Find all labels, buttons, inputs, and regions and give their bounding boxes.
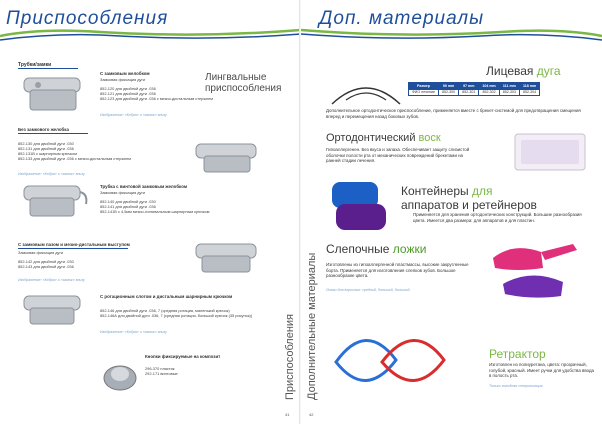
product-line: 852-146А для двойной дуги .036, 7 (средняя ротация, большой крючок (35 рисунок)) — [100, 313, 253, 318]
section-heading: Кнопки фиксируемые на композит — [145, 354, 221, 359]
note: Изображение: «Кобра» и «замок» внизу — [100, 113, 167, 117]
trays-desc: Изготовлены из гипоаллергенной пластмассы, высокие закругленные борта. Применяется для изготовления слепков зубов. Большое разнообразие цвета. — [326, 262, 469, 279]
table-header — [409, 83, 540, 90]
note: Изображение: «Кобра» и «замок» внизу — [100, 330, 167, 334]
product-line: 852-121 для двойной дуги .036 — [100, 91, 156, 96]
table-cell: 852-304 — [519, 89, 539, 96]
table-cell: Размер — [409, 83, 439, 90]
product-line: 852-140 для двойной дуги .030 — [100, 199, 156, 204]
section-heading: Трубка с винтовой замковым желобком — [100, 184, 188, 189]
tube-lock-image — [20, 72, 92, 116]
page-number: 42 — [309, 412, 314, 417]
table-cell: 90 mm — [438, 83, 458, 90]
page-title: Приспособления — [6, 8, 169, 29]
containers-title-c: аппаратов и ретейнеров — [401, 198, 537, 212]
rotation-tube-image — [20, 290, 90, 330]
table-cell: 118 mm — [519, 83, 539, 90]
screw-tube-image — [20, 180, 90, 222]
face-arc-title-a: Лицевая — [486, 64, 534, 78]
section-heading: С замковым пазом и мезио-дистальным выступом — [18, 242, 130, 247]
retractor-note: Только холодная стерилизация — [489, 384, 543, 388]
table-cell: 852-302 — [479, 89, 499, 96]
lock-text: Замковая фиксация дуги — [100, 77, 146, 82]
note: Изображение: «Кобра» и «замок» внизу — [18, 172, 85, 176]
product-line: 296-370 пластик — [145, 366, 175, 371]
product-line: 852-141 для двойной дуги .036 — [100, 204, 156, 209]
table-cell: 111 mm — [499, 83, 519, 90]
table-cell: 97 mm — [459, 83, 479, 90]
section-heading: С ротационным слотом и дистальным шарнирным крючком — [100, 294, 233, 299]
containers-desc: Применяется для хранения ортодонтических конструкций. Большие разнообразия цвета. Имеется два размера: для аппаратов и для пластин. — [413, 212, 582, 223]
table-cell: 852-301 — [459, 89, 479, 96]
tube-image — [190, 138, 270, 176]
product-line: 852-141В с 4,5мм мезио-гингивальным шарнирным крючком — [100, 209, 210, 214]
table-cell: 104 mm — [479, 83, 499, 90]
lingual-heading — [205, 72, 281, 94]
divider — [18, 68, 78, 69]
product-line: 852-120 для двойной дуги .036 — [100, 86, 156, 91]
containers-title — [401, 184, 537, 212]
right-page — [301, 0, 602, 424]
lingual-line-2: приспособления — [205, 83, 282, 94]
page-title: Доп. материалы — [319, 8, 485, 29]
product-line: 852-143 для двойной дуги .036 — [18, 264, 74, 269]
mesial-tube-image — [190, 236, 270, 278]
retractor-desc: Изготовлен из полиуретана, цвета: прозрачный, голубой, красный. Имеет ручки для удобства ввода в полость рта. — [489, 362, 594, 379]
section-subheading: С замковым желобком — [100, 71, 150, 76]
lock-text: Замковая фиксация дуги — [18, 250, 64, 255]
vertical-title: Приспособления — [284, 313, 296, 400]
containers-image — [326, 178, 394, 236]
face-arc-desc: Дополнительное ортодонтическое приспособление, применяется вместе с брекет-системой для предотвращения смещения вперед и перемещения назад боковых зубов. — [326, 108, 581, 119]
lingual-line-1: Лингвальные — [205, 72, 267, 83]
product-line: 852-130 для двойной дуги .030 — [18, 141, 74, 146]
face-arc-title-b: дуга — [536, 64, 561, 78]
page-number: 41 — [285, 412, 290, 417]
product-line: 852-142 для двойной дуги .030 — [18, 259, 74, 264]
trays-title-a: Слепочные — [326, 242, 390, 256]
composite-button-image — [100, 358, 140, 392]
product-line: 292-171 винтовые — [145, 371, 178, 376]
trays-title — [326, 242, 426, 256]
face-arc-table — [408, 82, 540, 96]
left-banner — [0, 0, 301, 42]
lock-text: Замковая фиксация дуги — [100, 190, 146, 195]
note: Изображение: «Кобра» и «замок» внизу — [18, 278, 85, 282]
table-cell: ФИО лечение — [409, 89, 439, 96]
table-cell: 852-303 — [499, 89, 519, 96]
product-line: 852-133 для двойной дуги .036 с мезио-дистальным стержнем — [18, 156, 131, 161]
product-line: 852-146 для двойной дуги .036, 7 (средняя ротация, маленький крючок) — [100, 308, 230, 313]
retractor-title: Ретрактор — [489, 347, 546, 361]
vertical-title: Дополнительные материалы — [306, 252, 318, 400]
section-heading: Без замкового желобка — [18, 127, 69, 132]
product-line: 852-123 для двойной дуги .036 с мезио-дистальным стержнем — [100, 96, 213, 101]
table-cell: 852-300 — [438, 89, 458, 96]
retractor-image — [326, 312, 456, 402]
wax-title-a: Ортодонтический — [326, 132, 416, 144]
table-row — [409, 89, 540, 96]
containers-title-b: для — [471, 184, 493, 198]
wax-title — [326, 132, 441, 144]
divider — [18, 248, 128, 249]
wax-title-b: воск — [418, 132, 441, 144]
divider — [18, 133, 88, 134]
trays-image — [483, 238, 595, 308]
wax-desc: Гипоаллергенен. Без вкуса и запаха. Обеспечивает защиту слизистой оболочки полости рта от механических повреждений брекетами на ранней стадии лечения. — [326, 147, 470, 164]
trays-title-b: ложки — [392, 242, 427, 256]
product-line: 852-131В с шарнирным крючком — [18, 151, 77, 156]
wax-box-image — [511, 128, 591, 176]
containers-title-a: Контейнеры — [401, 184, 469, 198]
product-line: 852-131 для двойной дуги .036 — [18, 146, 74, 151]
face-arc-image — [326, 78, 406, 108]
trays-note: Ложки для взрослых: средний, большой, большой — [326, 288, 410, 292]
right-banner — [301, 0, 602, 42]
section-heading: Трубки/замки — [18, 62, 52, 68]
face-arc-title — [486, 64, 561, 78]
